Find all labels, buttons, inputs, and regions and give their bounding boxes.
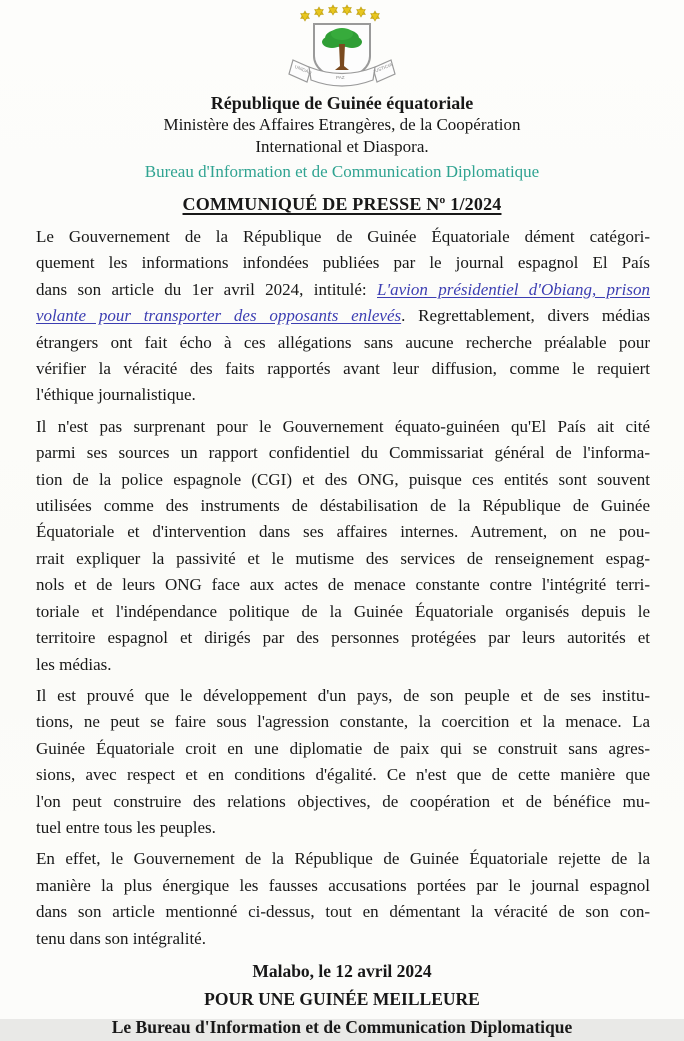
text-run: En effet, le Gouvernement de la République de Guinée Équatoriale rejette de la [36,849,650,869]
paragraph-line [36,926,650,952]
paragraph-line [36,224,650,250]
motto-unidad: UNIDAD [294,64,313,76]
bureau-line: Bureau d'Information et de Communication Diplomatique [144,162,540,181]
text-run: tion de la police espagnole (CGI) et des ONG, puisque ces entités sont souvent [36,469,650,489]
text-run: dans son article du 1er avril 2024, intitulé: [36,279,377,299]
signature: Le Bureau d'Information et de Communication Diplomatique [111,1016,573,1037]
paragraph-line [36,440,650,466]
paragraph-line [36,303,650,329]
press-release-title: COMMUNIQUÉ DE PRESSE Nº 1/2024 [182,194,502,214]
slogan: POUR UNE GUINÉE MEILLEURE [204,988,480,1009]
paragraph-line [36,330,650,356]
paragraph-line [36,709,650,735]
text-run: Il n'est pas surprenant pour le Gouvernement équato-guinéen qu'El País ait cité [36,416,650,436]
paragraph-line [36,599,650,625]
coat-of-arms-icon [283,4,401,90]
paragraph-line [36,250,650,276]
paragraph [36,414,650,678]
press-release-title-row [0,194,684,215]
text-run: tuel entre tous les peuples. [36,817,216,837]
text-run: territoire espagnol et dirigés par des personnes protégées par leurs autorités et [36,628,650,648]
document-body [36,224,650,952]
dateline: Malabo, le 12 avril 2024 [252,960,432,981]
paragraph-line [36,546,650,572]
text-run: l'éthique journalistique. [36,385,196,405]
motto-paz: PAZ [336,75,345,80]
paragraph-line [36,356,650,382]
paragraph-line [36,683,650,709]
motto-justicia: JUSTICIA [372,62,393,75]
text-run: Il est prouvé que le développement d'un pays, de son peuple et de ses institu- [36,685,650,705]
paragraph [36,846,650,952]
paragraph-line [36,467,650,493]
paragraph-line [36,572,650,598]
paragraph-line [36,873,650,899]
document-footer [0,957,684,1041]
text-run: Équatoriale et d'intervention dans ses affaires internes. Autrement, on ne pou- [36,522,650,542]
text-run: vérifier la véracité des faits rapportés avant leur diffusion, comme le requiert [36,359,650,379]
text-run: l'on peut construire des relations objectives, de coopération et de bénéfice mu- [36,791,650,811]
text-run: quement les informations infondées publiées par le journal espagnol El País [36,253,650,273]
text-run: parmi ses sources un rapport confidentiel du Commissariat général de l'informa- [36,443,650,463]
paragraph [36,683,650,841]
article-title-link[interactable]: L'avion présidentiel d'Obiang, prison [377,279,650,299]
article-title-link[interactable]: volante pour transporter des opposants enlevés [36,306,402,326]
text-run: . Regrettablement, divers médias [401,306,650,326]
paragraph-line [36,762,650,788]
paragraph-line [36,493,650,519]
paragraph-line [36,652,650,678]
paragraph-line [36,414,650,440]
paragraph-line [36,815,650,841]
paragraph-line [36,736,650,762]
text-run: étrangers ont fait écho à ces allégations sans aucune recherche préalable pour [36,332,650,352]
text-run: nols et de leurs ONG face aux actes de menace constante contre l'intégrité terri- [36,575,650,595]
emblem-area [0,4,684,90]
text-run: Guinée Équatoriale croit en une diplomatie de paix qui se construit sans agres- [36,738,650,758]
paragraph-line [36,789,650,815]
ministry-line-1: Ministère des Affaires Etrangères, de la Coopération [163,115,521,134]
text-run: manière la plus énergique les fausses accusations portées par le journal espagnol [36,875,650,895]
document-header [0,92,684,183]
paragraph-line [36,382,650,408]
text-run: les médias. [36,654,112,674]
text-run: sions, avec respect et en conditions d'égalité. Ce n'est que de cette manière que [36,765,650,785]
text-run: tions, ne peut se faire sous l'agression constante, la coercition et la menace. La [36,712,650,732]
paragraph-line [36,625,650,651]
text-run: tenu dans son intégralité. [36,928,206,948]
text-run: dans son article mentionné ci-dessus, tout en démentant la véracité de son con- [36,902,650,922]
ministry-line-2: International et Diaspora. [255,137,429,156]
republic-title: République de Guinée équatoriale [210,93,474,113]
paragraph-line [36,519,650,545]
text-run: rrait expliquer la passivité et le mutisme des services de renseignement espag- [36,548,650,568]
paragraph-line [36,899,650,925]
paragraph-line [36,277,650,303]
paragraph-line [36,846,650,872]
paragraph [36,224,650,409]
text-run: toriale et l'indépendance politique de la Guinée Équatoriale organisés depuis le [36,601,650,621]
text-run: Le Gouvernement de la République de Guinée Équatoriale dément catégori- [36,227,650,246]
text-run: utilisées comme des instruments de déstabilisation de la République de Guinée [36,496,650,516]
